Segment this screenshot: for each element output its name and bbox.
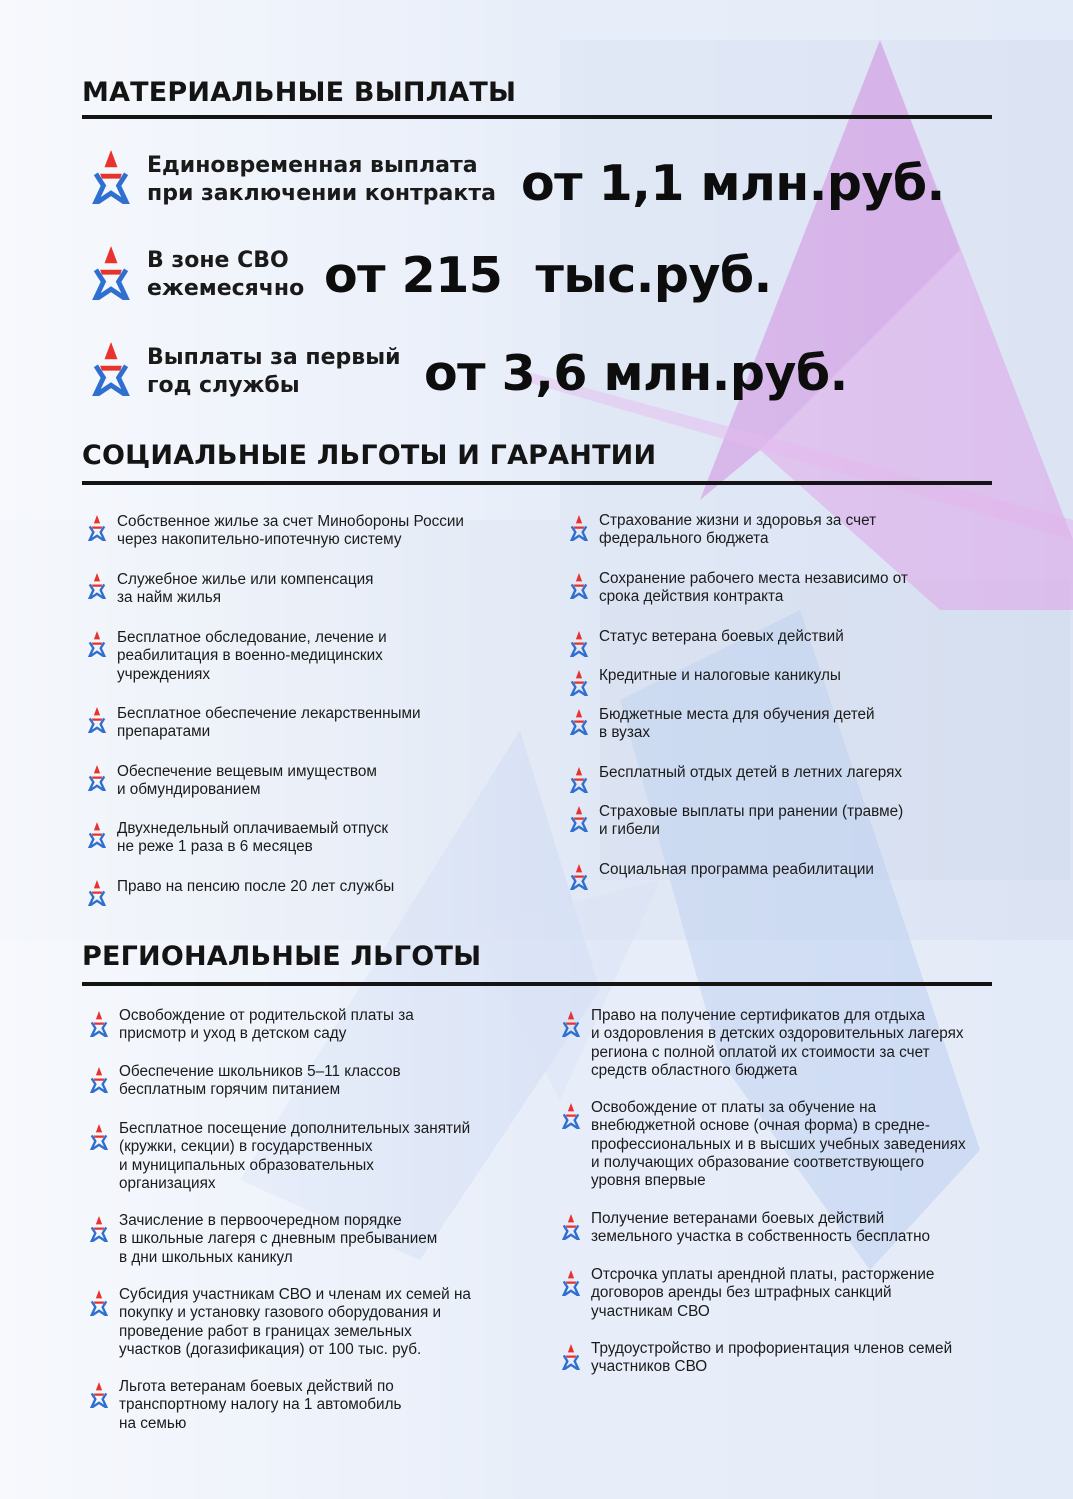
regional-left-item-text bbox=[119, 1286, 539, 1359]
item-line: бесплатным горячим питанием bbox=[119, 1081, 341, 1099]
social-right-item-text bbox=[599, 764, 1009, 782]
item-line: уровня впервые bbox=[591, 1172, 706, 1190]
item-line: не реже 1 раза в 6 месяцев bbox=[117, 838, 313, 856]
item-line: Освобождение от платы за обучение на bbox=[591, 1099, 877, 1116]
item-line: присмотр и уход в детском саду bbox=[119, 1025, 347, 1043]
payment-item bbox=[84, 150, 984, 220]
social-left-item-text bbox=[117, 513, 537, 550]
item-line: в вузах bbox=[599, 724, 650, 742]
item-line: препаратами bbox=[117, 723, 211, 741]
item-line: внебюджетной основе (очная форма) в средне- bbox=[591, 1117, 930, 1135]
army-star-icon bbox=[86, 1216, 112, 1242]
item-line: Зачисление в первоочередном порядке bbox=[119, 1212, 402, 1229]
item-line: Бесплатное посещение дополнительных занятий bbox=[119, 1120, 471, 1137]
item-line: Служебное жилье или компенсация bbox=[117, 571, 374, 588]
item-line: участникам СВО bbox=[591, 1302, 710, 1320]
payment-amount: от 3,6 млн.руб. bbox=[424, 345, 848, 402]
army-star-icon bbox=[558, 1344, 584, 1370]
item-line: Получение ветеранами боевых действий bbox=[591, 1210, 885, 1227]
item-line: Право на получение сертификатов для отдыха bbox=[591, 1007, 926, 1024]
army-star-icon bbox=[86, 1290, 112, 1316]
regional-left-item-text bbox=[119, 1212, 539, 1267]
payments-section-title: МАТЕРИАЛЬНЫЕ ВЫПЛАТЫ bbox=[82, 77, 517, 108]
item-line: средств областного бюджета bbox=[591, 1061, 798, 1079]
army-star-icon bbox=[566, 767, 592, 793]
army-star-icon bbox=[84, 631, 110, 657]
item-line: транспортному налогу на 1 автомобиль bbox=[119, 1396, 402, 1414]
payment-amount: от 215 тыс.руб. bbox=[324, 247, 772, 304]
item-line: Трудоустройство и профориентация членов семей bbox=[591, 1340, 953, 1357]
army-star-icon bbox=[86, 1011, 112, 1037]
social-right-item-text bbox=[599, 570, 1009, 607]
item-line: Бесплатное обследование, лечение и bbox=[117, 629, 387, 646]
social-right-item-text bbox=[599, 861, 1009, 879]
item-line: учреждениях bbox=[117, 665, 211, 683]
social-left-item-text bbox=[117, 705, 537, 742]
social-right-item-text bbox=[599, 706, 1009, 743]
regional-left-item-text bbox=[119, 1120, 539, 1193]
regional-right-item-text bbox=[591, 1007, 1001, 1080]
item-line: Обеспечение вещевым имуществом bbox=[117, 763, 377, 780]
item-line: Сохранение рабочего места независимо от bbox=[599, 570, 908, 587]
regional-right-item-text bbox=[591, 1099, 1001, 1190]
army-star-icon bbox=[86, 1067, 112, 1093]
payment-item bbox=[84, 246, 984, 316]
army-star-icon bbox=[84, 342, 138, 396]
item-line: участников СВО bbox=[591, 1358, 708, 1376]
payment-label-line: Единовременная выплата bbox=[147, 153, 478, 178]
payment-item bbox=[84, 342, 984, 412]
social-left-item-text bbox=[117, 878, 537, 896]
item-line: Бесплатный отдых детей в летних лагерях bbox=[599, 764, 903, 781]
item-line: земельного участка в собственность бесплатно bbox=[591, 1228, 931, 1246]
item-line: Право на пенсию после 20 лет службы bbox=[117, 878, 395, 895]
item-line: и гибели bbox=[599, 821, 660, 839]
item-line: и получающих образование соответствующего bbox=[591, 1153, 925, 1171]
regional-section-title: РЕГИОНАЛЬНЫЕ ЛЬГОТЫ bbox=[82, 941, 482, 972]
army-star-icon bbox=[84, 515, 110, 541]
army-star-icon bbox=[84, 573, 110, 599]
social-left-item-text bbox=[117, 763, 537, 800]
regional-right-item-text bbox=[591, 1266, 1001, 1321]
item-line: Социальная программа реабилитации bbox=[599, 861, 874, 878]
regional-left-item-text bbox=[119, 1063, 539, 1100]
item-line: федерального бюджета bbox=[599, 530, 769, 548]
item-line: организациях bbox=[119, 1174, 216, 1192]
regional-divider bbox=[82, 982, 992, 986]
item-line: Субсидия участникам СВО и членам их семей на bbox=[119, 1286, 471, 1303]
army-star-icon bbox=[566, 631, 592, 657]
army-star-icon bbox=[84, 822, 110, 848]
army-star-icon bbox=[566, 515, 592, 541]
social-left-item-text bbox=[117, 820, 537, 857]
item-line: на семью bbox=[119, 1414, 187, 1432]
social-right-item-text bbox=[599, 628, 1009, 646]
regional-right-item-text bbox=[591, 1340, 1001, 1377]
item-line: Бюджетные места для обучения детей bbox=[599, 706, 875, 723]
regional-right-item-text bbox=[591, 1210, 1001, 1247]
army-star-icon bbox=[558, 1214, 584, 1240]
item-line: Отсрочка уплаты арендной платы, расторжение bbox=[591, 1266, 935, 1283]
item-line: (кружки, секции) в государственных bbox=[119, 1138, 373, 1156]
social-left-item-text bbox=[117, 571, 537, 608]
payment-label-line: год службы bbox=[147, 373, 300, 398]
army-star-icon bbox=[566, 709, 592, 735]
army-star-icon bbox=[566, 670, 592, 696]
army-star-icon bbox=[566, 806, 592, 832]
item-line: Бесплатное обеспечение лекарственными bbox=[117, 705, 421, 722]
item-line: Страховые выплаты при ранении (травме) bbox=[599, 803, 904, 820]
item-line: Двухнедельный оплачиваемый отпуск bbox=[117, 820, 389, 837]
payment-amount: от 1,1 млн.руб. bbox=[521, 155, 945, 212]
army-star-icon bbox=[84, 765, 110, 791]
item-line: Статус ветерана боевых действий bbox=[599, 628, 844, 645]
payment-label-line: ежемесячно bbox=[147, 276, 305, 301]
item-line: участков (догазификация) от 100 тыс. руб. bbox=[119, 1340, 422, 1358]
item-line: и оздоровления в детских оздоровительных лагерях bbox=[591, 1025, 964, 1043]
payment-label-line: В зоне СВО bbox=[147, 248, 289, 273]
item-line: и муниципальных образовательных bbox=[119, 1156, 374, 1174]
item-line: и обмундированием bbox=[117, 781, 261, 799]
item-line: проведение работ в границах земельных bbox=[119, 1322, 412, 1340]
army-star-icon bbox=[84, 246, 138, 300]
item-line: покупку и установку газового оборудования и bbox=[119, 1304, 442, 1322]
army-star-icon bbox=[84, 880, 110, 906]
army-star-icon bbox=[566, 573, 592, 599]
item-line: Освобождение от родительской платы за bbox=[119, 1007, 414, 1024]
item-line: профессиональных и в высших учебных заведениях bbox=[591, 1135, 966, 1153]
item-line: договоров аренды без штрафных санкций bbox=[591, 1284, 892, 1302]
item-line: Страхование жизни и здоровья за счет bbox=[599, 512, 877, 529]
social-right-item-text bbox=[599, 803, 1009, 840]
item-line: через накопительно-ипотечную систему bbox=[117, 531, 402, 549]
army-star-icon bbox=[558, 1270, 584, 1296]
item-line: срока действия контракта bbox=[599, 588, 784, 606]
item-line: в школьные лагеря с дневным пребыванием bbox=[119, 1230, 438, 1248]
social-left-item-text bbox=[117, 629, 537, 684]
item-line: Собственное жилье за счет Минобороны России bbox=[117, 513, 464, 530]
social-right-item-text bbox=[599, 512, 1009, 549]
payment-label-line: Выплаты за первый bbox=[147, 345, 401, 370]
social-divider bbox=[82, 481, 992, 485]
regional-left-item-text bbox=[119, 1007, 539, 1044]
item-line: региона с полной оплатой их стоимости за счет bbox=[591, 1043, 930, 1061]
social-right-item-text bbox=[599, 667, 1009, 685]
regional-left-item-text bbox=[119, 1378, 539, 1433]
item-line: реабилитация в военно-медицинских bbox=[117, 647, 383, 665]
item-line: Обеспечение школьников 5–11 классов bbox=[119, 1063, 401, 1080]
item-line: Льгота ветеранам боевых действий по bbox=[119, 1378, 394, 1395]
army-star-icon bbox=[558, 1011, 584, 1037]
item-line: Кредитные и налоговые каникулы bbox=[599, 667, 841, 684]
payments-divider bbox=[82, 115, 992, 119]
social-section-title: СОЦИАЛЬНЫЕ ЛЬГОТЫ И ГАРАНТИИ bbox=[82, 440, 657, 471]
army-star-icon bbox=[84, 707, 110, 733]
army-star-icon bbox=[86, 1382, 112, 1408]
item-line: в дни школьных каникул bbox=[119, 1248, 293, 1266]
army-star-icon bbox=[558, 1103, 584, 1129]
army-star-icon bbox=[84, 150, 138, 204]
item-line: за найм жилья bbox=[117, 589, 221, 607]
payment-label-line: при заключении контракта bbox=[147, 181, 496, 206]
army-star-icon bbox=[566, 864, 592, 890]
army-star-icon bbox=[86, 1124, 112, 1150]
